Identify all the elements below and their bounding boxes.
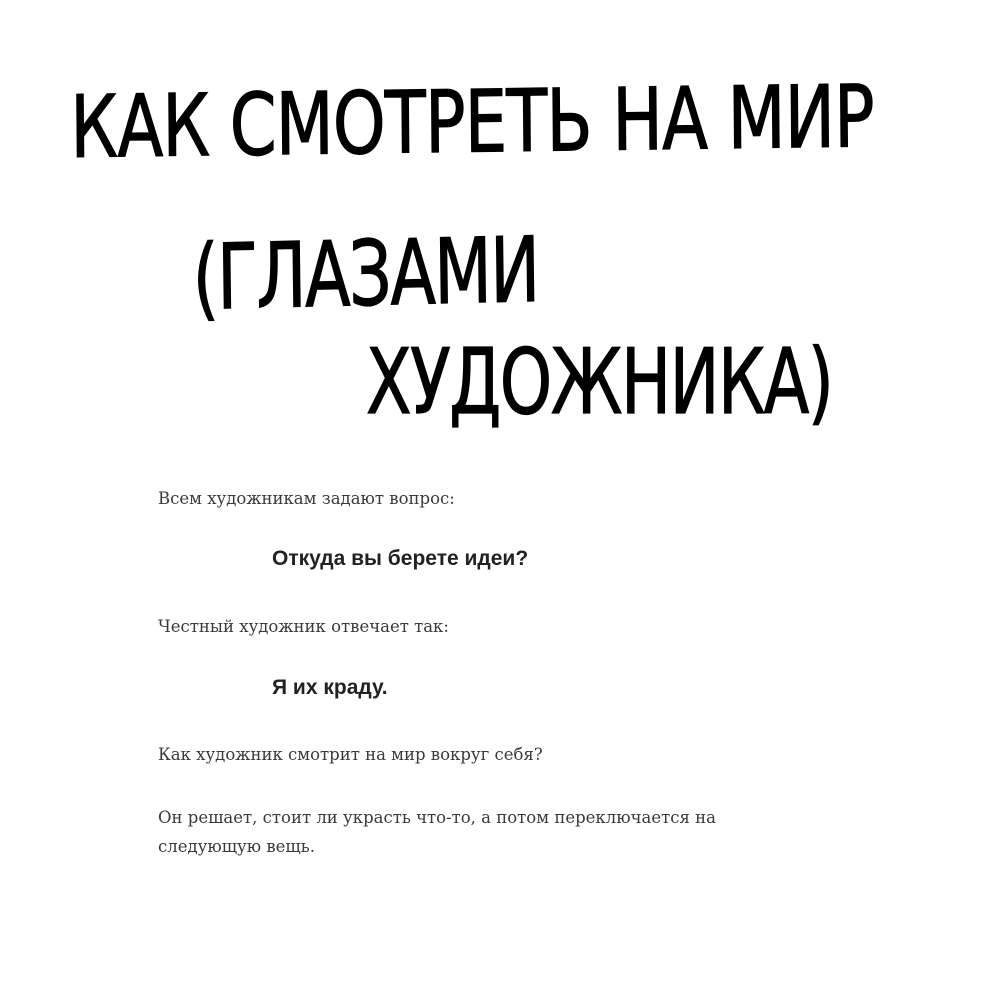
paragraph-decision: Он решает, стоит ли украсть что-то, а потом переключается на следующую вещь.: [158, 808, 716, 856]
paragraph-question-intro: Всем художникам задают вопрос:: [158, 489, 455, 508]
title-line-2: (ГЛАЗАМИ: [192, 217, 540, 331]
highlight-question: Откуда вы берете идеи?: [272, 547, 529, 570]
paragraph-answer-intro: Честный художник отвечает так:: [158, 617, 449, 636]
title-line-3: ХУДОЖНИКА): [366, 330, 833, 435]
title-line-1: КАК СМОТРЕТЬ НА МИР: [70, 67, 875, 178]
paragraph-how-artist-sees: Как художник смотрит на мир вокруг себя?: [158, 745, 543, 764]
highlight-answer: Я их краду.: [272, 676, 388, 699]
